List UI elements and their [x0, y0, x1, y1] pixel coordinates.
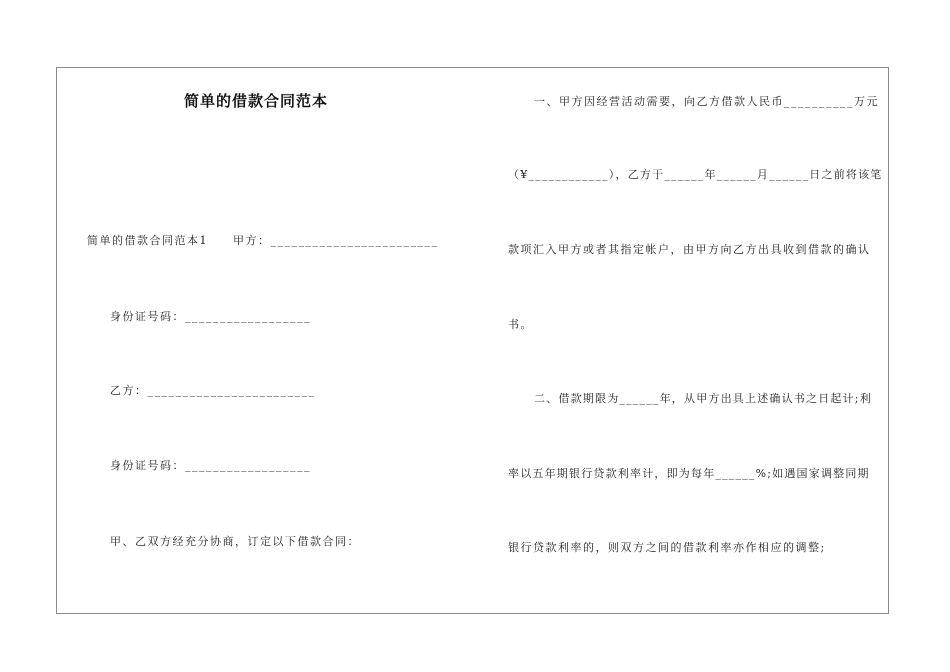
right-line-3: 款项汇入甲方或者其指定帐户，由甲方向乙方出具收到借款的确认 [508, 243, 871, 256]
left-line-agreement: 甲、乙双方经充分协商，订定以下借款合同： [110, 535, 360, 548]
right-line-5: 二、借款期限为______年，从甲方出具上述确认书之日起计;利 [534, 392, 872, 405]
document-title: 简单的借款合同范本 [184, 92, 329, 110]
right-line-1: 一、甲方因经营活动需要，向乙方借款人民币__________万元 [534, 95, 879, 108]
right-line-4: 书。 [508, 318, 533, 331]
left-line-party-a: 简单的借款合同范本1 甲方：________________________ [87, 234, 439, 247]
right-line-7: 银行贷款利率的，则双方之间的借款利率亦作相应的调整; [508, 541, 826, 554]
left-line-party-b: 乙方：________________________ [110, 384, 316, 397]
document-page [56, 67, 889, 614]
right-line-2: （¥____________），乙方于______年______月______日之前将该笔 [508, 168, 883, 181]
right-line-6: 率以五年期银行贷款利率计，即为每年______%;如遇国家调整同期 [508, 467, 870, 480]
left-line-party-b-id: 身份证号码：__________________ [110, 459, 311, 472]
left-line-party-a-id: 身份证号码：__________________ [110, 310, 311, 323]
